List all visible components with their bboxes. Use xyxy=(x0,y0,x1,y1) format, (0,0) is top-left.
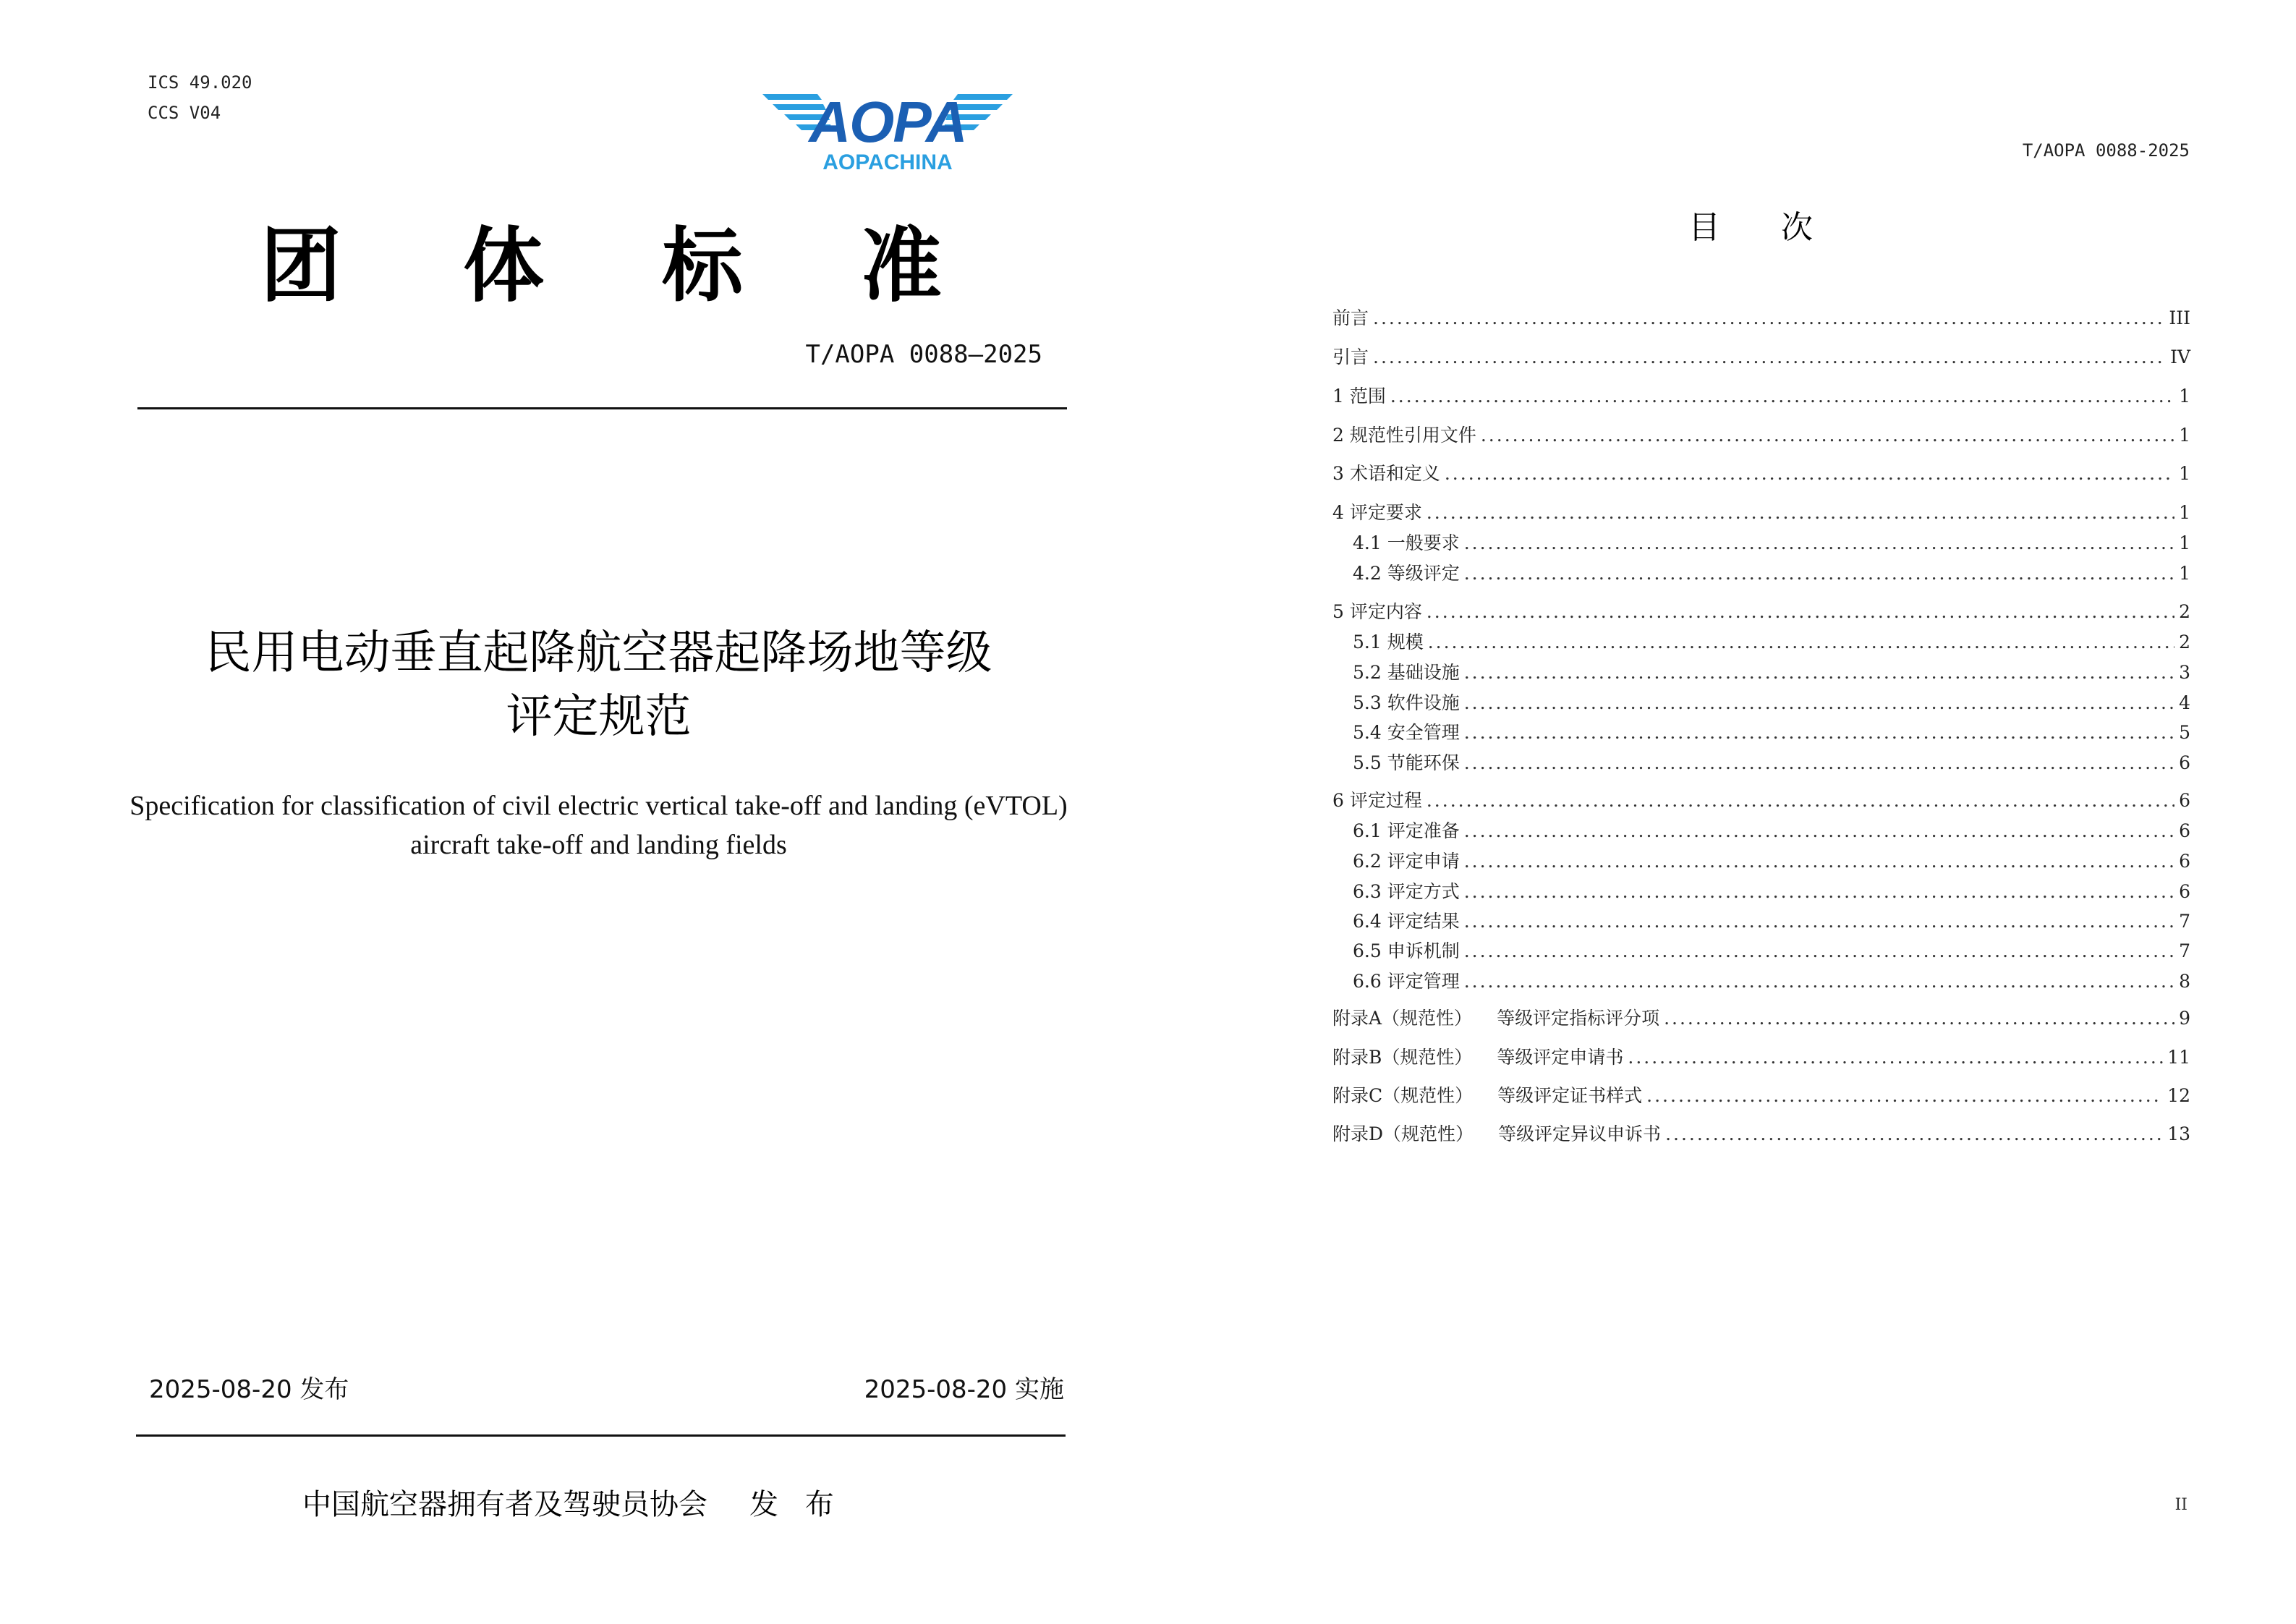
appendix-label: 附录B（规范性） xyxy=(1332,1047,1473,1068)
svg-text:AOPACHINA: AOPACHINA xyxy=(822,150,953,174)
dot-leader xyxy=(1646,1085,2163,1106)
toc-page-number: 5 xyxy=(2179,722,2190,743)
appendix-label: 附录A（规范性） xyxy=(1332,1008,1473,1029)
toc-entry-label: 3 术语和定义 xyxy=(1332,463,1440,484)
dot-leader xyxy=(1373,307,2164,328)
dot-leader xyxy=(1427,790,2174,811)
toc-page-number: 6 xyxy=(2179,820,2190,841)
toc-page-number: 6 xyxy=(2179,752,2190,773)
divider xyxy=(137,407,1067,409)
standard-type-char: 团 xyxy=(260,219,341,313)
dot-leader xyxy=(1427,502,2174,523)
svg-text:AOPA: AOPA xyxy=(809,90,966,154)
dot-leader xyxy=(1464,532,2174,553)
dot-leader xyxy=(1464,820,2174,841)
toc-subentry[interactable] xyxy=(1353,689,2190,718)
toc-standard-code: T/AOPA 0088-2025 xyxy=(2022,140,2190,161)
english-title-line: Specification for classification of civil electric vertical take-off and landing (eVTOL) xyxy=(129,791,1068,821)
toc-subentry[interactable] xyxy=(1353,937,2190,966)
toc-entry-label: 5.3 软件设施 xyxy=(1353,692,1460,713)
dot-leader xyxy=(1628,1047,2163,1068)
dot-leader xyxy=(1445,463,2174,484)
toc-entry-appendix[interactable] xyxy=(1332,1081,2190,1110)
toc-entry-label: 5.4 安全管理 xyxy=(1353,722,1460,743)
toc-entry-label: 4 评定要求 xyxy=(1332,502,1422,523)
publish-date: 2025-08-20 发布 xyxy=(149,1375,349,1404)
toc-subentry[interactable] xyxy=(1353,907,2190,936)
toc-heading: 目 次 xyxy=(1688,209,1813,246)
toc-entry-label: 5 评定内容 xyxy=(1332,601,1422,622)
toc-subentry[interactable] xyxy=(1353,628,2190,657)
toc-entry-appendix[interactable] xyxy=(1332,1004,2190,1033)
toc-entry-label: 前言 xyxy=(1332,307,1369,328)
toc-entry-label xyxy=(1332,1043,1623,1069)
divider xyxy=(136,1434,1066,1437)
standard-type-char: 标 xyxy=(662,219,743,313)
dot-leader xyxy=(1464,881,2174,902)
standard-type-char: 准 xyxy=(861,219,942,313)
toc-page-number: 12 xyxy=(2167,1085,2190,1106)
page-number: II xyxy=(2174,1496,2187,1514)
toc-subentry[interactable] xyxy=(1353,967,2190,996)
toc-page-number: 1 xyxy=(2179,532,2190,553)
toc-entry-label: 6.2 评定申请 xyxy=(1353,851,1460,872)
toc-subentry[interactable] xyxy=(1353,658,2190,687)
toc-entry-appendix[interactable] xyxy=(1332,1043,2190,1072)
publisher-verb: 发 布 xyxy=(749,1488,843,1521)
standard-number: T/AOPA 0088—2025 xyxy=(805,340,1042,369)
toc-entry-appendix[interactable] xyxy=(1332,1120,2190,1149)
toc-entry[interactable] xyxy=(1332,459,2190,488)
toc-subentry[interactable] xyxy=(1353,529,2190,558)
toc-entry[interactable] xyxy=(1332,598,2190,626)
toc-subentry[interactable] xyxy=(1353,847,2190,876)
toc-entry-label: 5.1 规模 xyxy=(1353,632,1424,652)
toc-entry-label: 6.1 评定准备 xyxy=(1353,820,1460,841)
toc-page-number: 6 xyxy=(2179,790,2190,811)
toc-entry-label xyxy=(1332,1120,1661,1146)
dot-leader xyxy=(1464,692,2174,713)
effective-date: 2025-08-20 实施 xyxy=(864,1375,1064,1404)
publisher-name: 中国航空器拥有者及驾驶员协会 xyxy=(302,1488,707,1521)
toc-page xyxy=(1148,0,2296,1624)
toc-page-number: 1 xyxy=(2179,463,2190,484)
toc-entry-label: 1 范围 xyxy=(1332,386,1386,407)
toc-page-number: 11 xyxy=(2167,1047,2190,1068)
appendix-title: 等级评定异议申诉书 xyxy=(1498,1123,1662,1144)
toc-entry-label: 6.4 评定结果 xyxy=(1353,911,1460,932)
standard-type-char: 体 xyxy=(463,219,544,313)
dot-leader xyxy=(1428,632,2174,652)
toc-entry-label xyxy=(1332,1004,1659,1030)
toc-page-number: 1 xyxy=(2179,502,2190,523)
toc-subentry[interactable] xyxy=(1353,718,2190,747)
toc-page-number: 4 xyxy=(2179,692,2190,713)
dot-leader xyxy=(1665,1123,2163,1144)
toc-entry[interactable] xyxy=(1332,498,2190,527)
toc-page-number: 1 xyxy=(2179,563,2190,584)
toc-entry-label: 2 规范性引用文件 xyxy=(1332,425,1476,446)
document-title-line: 评定规范 xyxy=(506,690,692,744)
toc-page-number: 2 xyxy=(2179,632,2190,652)
dot-leader xyxy=(1390,386,2174,407)
toc-entry[interactable] xyxy=(1332,786,2190,815)
toc-page-number: III xyxy=(2169,307,2190,328)
toc-subentry[interactable] xyxy=(1353,749,2190,778)
appendix-label: 附录C（规范性） xyxy=(1332,1085,1474,1106)
dot-leader xyxy=(1464,752,2174,773)
toc-entry-label xyxy=(1332,1081,1642,1108)
appendix-title: 等级评定指标评分项 xyxy=(1497,1008,1660,1029)
appendix-label: 附录D（规范性） xyxy=(1332,1123,1474,1144)
toc-entry[interactable] xyxy=(1332,343,2190,372)
dot-leader xyxy=(1481,425,2174,446)
standard-type-heading xyxy=(260,216,948,317)
english-title-line: aircraft take-off and landing fields xyxy=(410,830,787,860)
toc-entry[interactable] xyxy=(1332,382,2190,411)
appendix-title: 等级评定申请书 xyxy=(1497,1047,1624,1068)
dot-leader xyxy=(1373,347,2166,367)
toc-entry[interactable] xyxy=(1332,421,2190,450)
ccs-code: CCS V04 xyxy=(148,103,221,123)
publisher-line xyxy=(302,1481,843,1523)
dot-leader xyxy=(1464,940,2174,961)
toc-subentry[interactable] xyxy=(1353,817,2190,846)
aopa-logo xyxy=(761,88,1014,175)
document-title-line: 民用电动垂直起降航空器起降场地等级 xyxy=(205,626,992,680)
toc-entry-label: 引言 xyxy=(1332,347,1369,367)
toc-entry-label: 5.5 节能环保 xyxy=(1353,752,1460,773)
toc-page-number: 13 xyxy=(2167,1123,2190,1144)
toc-entry-label: 6.3 评定方式 xyxy=(1353,881,1460,902)
toc-page-number: 8 xyxy=(2179,971,2190,992)
dot-leader xyxy=(1664,1008,2174,1029)
toc-entry-label: 4.2 等级评定 xyxy=(1353,563,1460,584)
toc-entry-label: 5.2 基础设施 xyxy=(1353,662,1460,683)
dot-leader xyxy=(1427,601,2174,622)
dot-leader xyxy=(1464,971,2174,992)
toc-subentry[interactable] xyxy=(1353,877,2190,906)
dot-leader xyxy=(1464,722,2174,743)
toc-page-number: 6 xyxy=(2179,881,2190,902)
dot-leader xyxy=(1464,851,2174,872)
toc-page-number: 1 xyxy=(2179,425,2190,446)
toc-page-number: 2 xyxy=(2179,601,2190,622)
toc-page-number: 1 xyxy=(2179,386,2190,407)
toc-page-number: 9 xyxy=(2179,1008,2190,1029)
ics-code: ICS 49.020 xyxy=(148,72,252,93)
appendix-title: 等级评定证书样式 xyxy=(1497,1085,1643,1106)
dot-leader xyxy=(1464,911,2174,932)
toc-page-number: 3 xyxy=(2179,662,2190,683)
dot-leader xyxy=(1464,563,2174,584)
toc-entry-label: 6 评定过程 xyxy=(1332,790,1422,811)
toc-page-number: 7 xyxy=(2179,911,2190,932)
toc-page-number: 7 xyxy=(2179,940,2190,961)
toc-subentry[interactable] xyxy=(1353,559,2190,588)
toc-entry-label: 6.6 评定管理 xyxy=(1353,971,1460,992)
toc-page-number: 6 xyxy=(2179,851,2190,872)
dot-leader xyxy=(1464,662,2174,683)
toc-page-number: IV xyxy=(2170,347,2190,367)
toc-entry-label: 4.1 一般要求 xyxy=(1353,532,1460,553)
toc-entry-label: 6.5 申诉机制 xyxy=(1353,940,1460,961)
toc-entry[interactable] xyxy=(1332,304,2190,333)
